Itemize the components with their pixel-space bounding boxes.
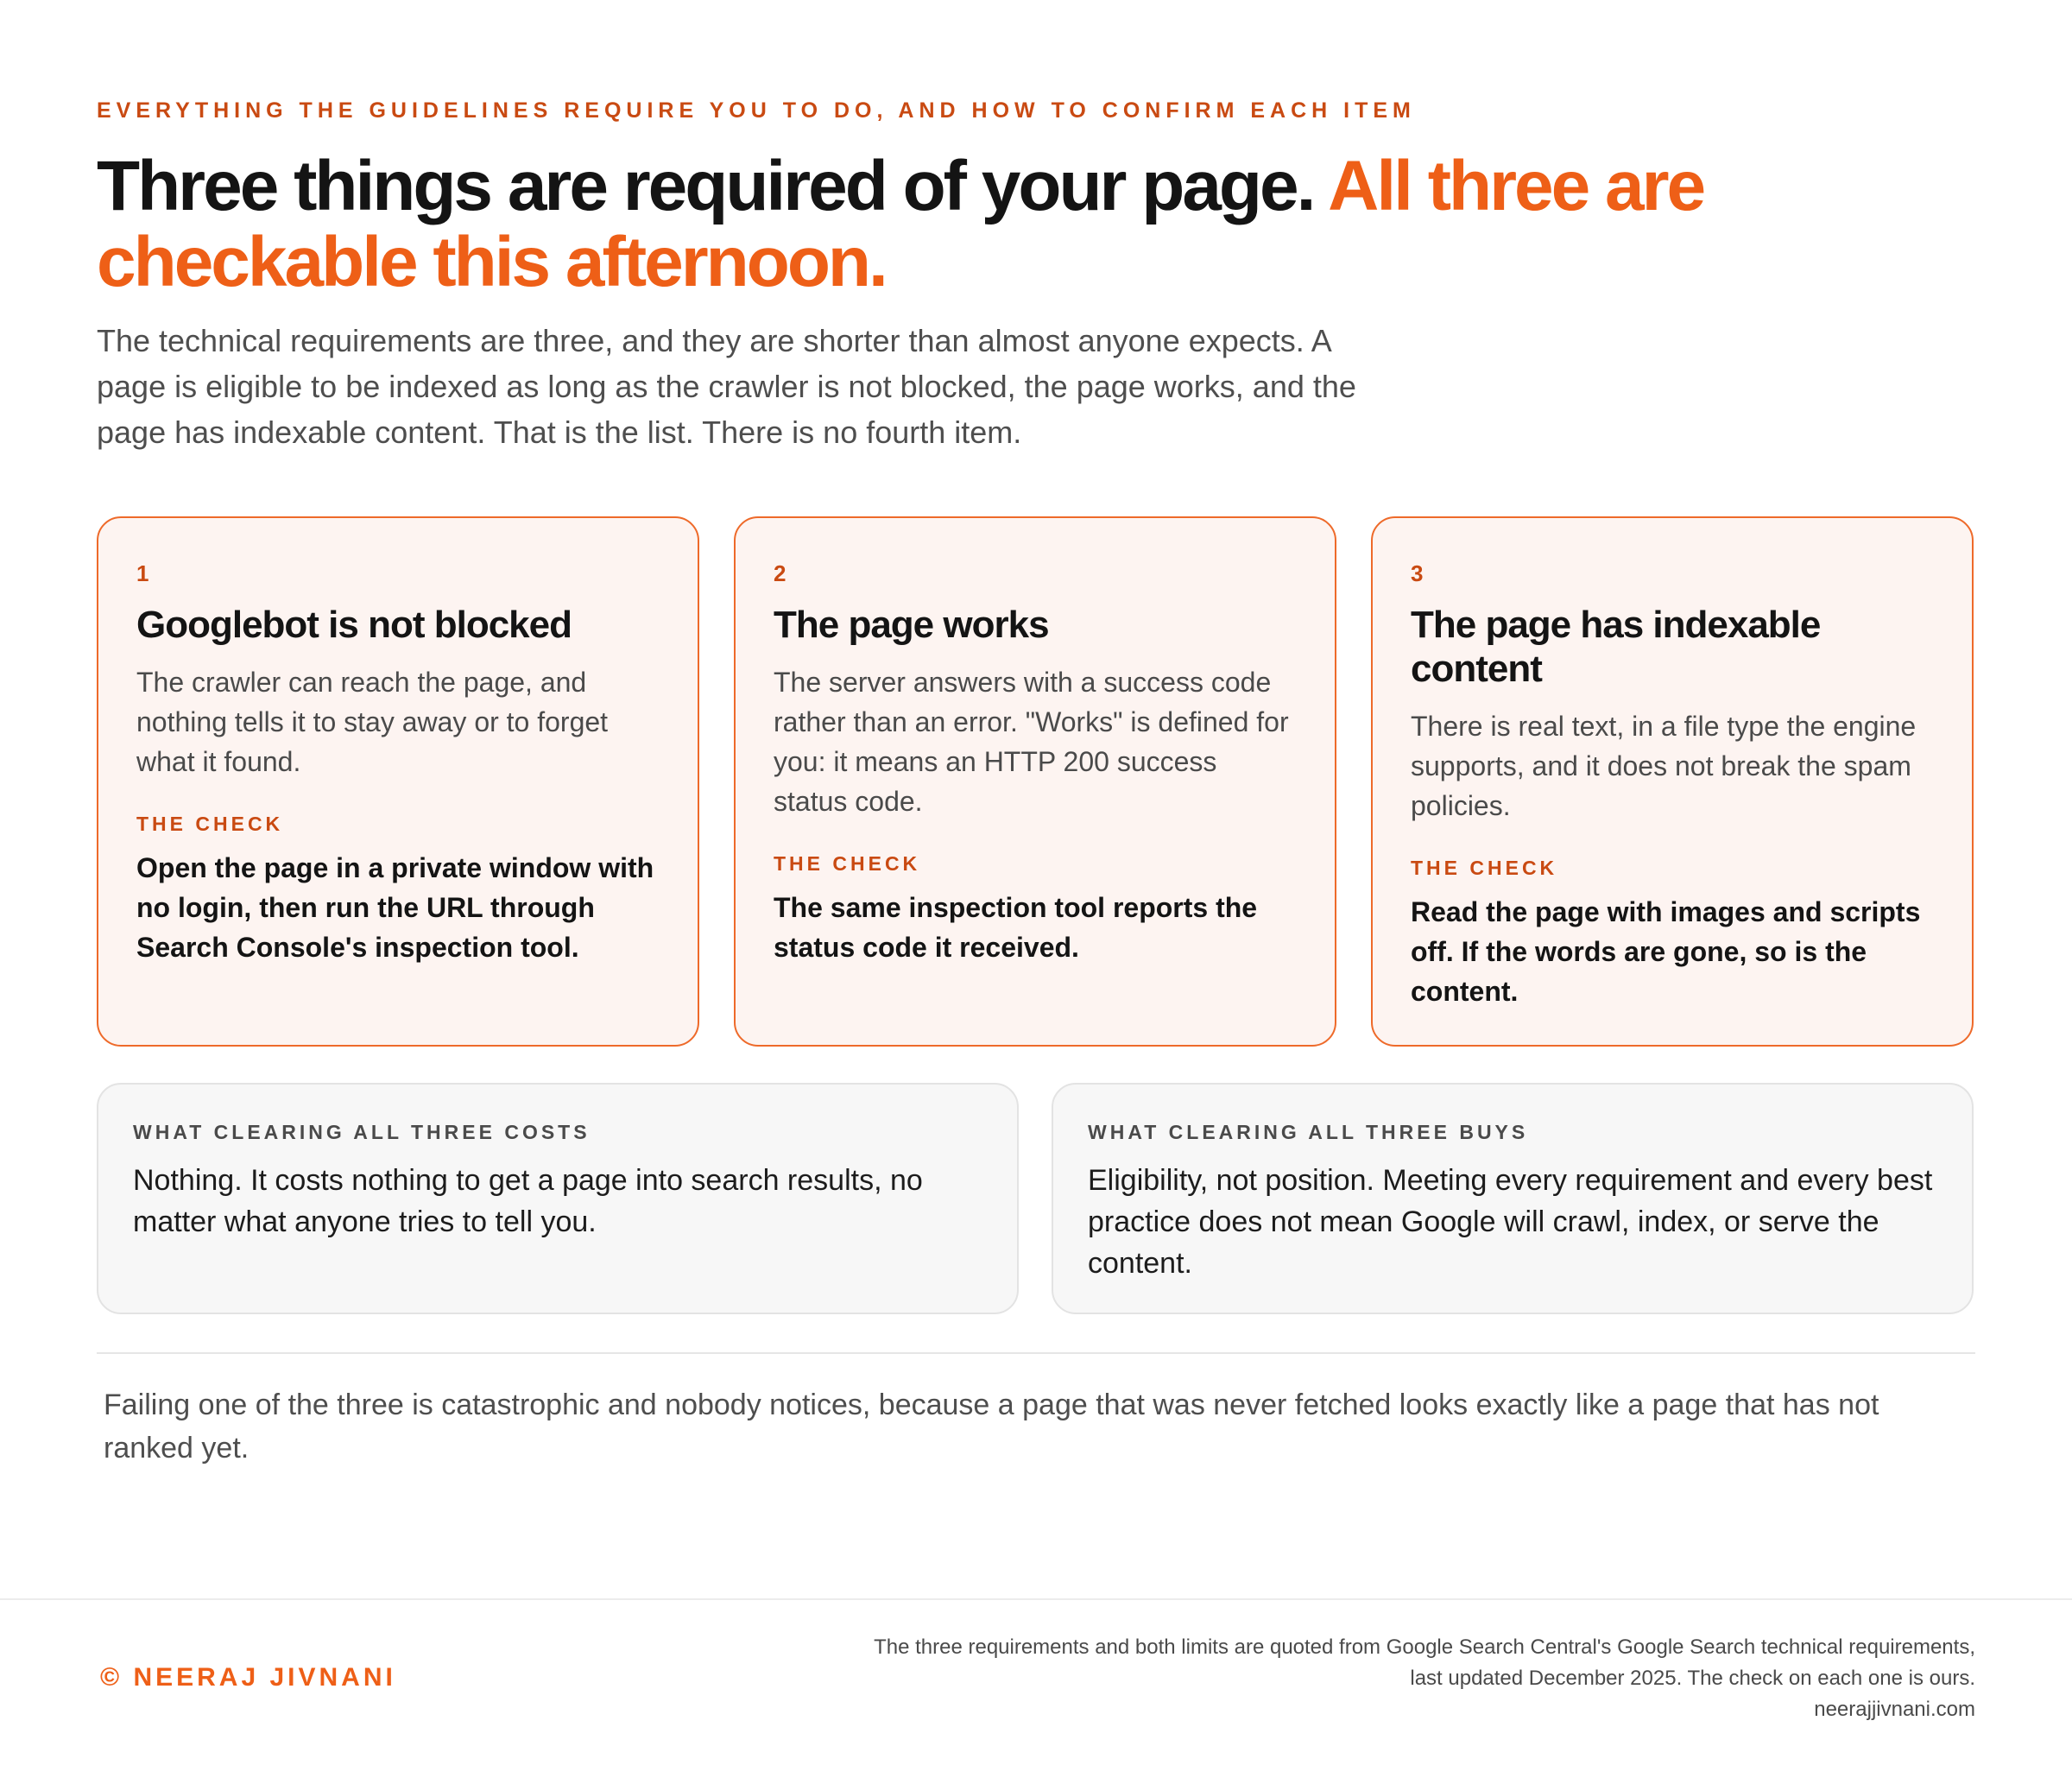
benefit-text: Eligibility, not position. Meeting every requirement and every best practice does not mean Google will crawl, index, or serve the content. bbox=[1088, 1164, 1933, 1280]
benefit-label: WHAT CLEARING ALL THREE BUYS bbox=[1088, 1121, 1529, 1143]
requirement-card-1 bbox=[97, 516, 699, 1047]
website-link[interactable]: neerajjivnani.com bbox=[1814, 1698, 1975, 1721]
eyebrow: EVERYTHING THE GUIDELINES REQUIRE YOU TO DO, AND HOW TO CONFIRM EACH ITEM bbox=[97, 98, 1416, 123]
source-attribution bbox=[680, 1632, 1975, 1725]
check-label: THE CHECK bbox=[136, 813, 284, 835]
source-line-2: last updated December 2025. The check on each one is ours. bbox=[1410, 1667, 1975, 1690]
source-line-1: The three requirements and both limits are quoted from Google Search Central's Google Search technical requirements, bbox=[874, 1635, 1975, 1659]
card-title: The page has indexable content bbox=[1411, 604, 1821, 690]
card-description: The server answers with a success code rather than an error. "Works" is defined for you: it means an HTTP 200 success status code. bbox=[774, 667, 1289, 817]
card-number: 3 bbox=[1411, 560, 1424, 586]
check-label: THE CHECK bbox=[1411, 857, 1558, 879]
check-text: Open the page in a private window with no login, then run the URL through Search Console's inspection tool. bbox=[136, 852, 654, 963]
footer-divider bbox=[0, 1598, 2072, 1600]
card-title: The page works bbox=[774, 604, 1049, 646]
cost-card bbox=[97, 1083, 1019, 1314]
check-label: THE CHECK bbox=[774, 852, 921, 875]
cost-text: Nothing. It costs nothing to get a page into search results, no matter what anyone tries to tell you. bbox=[133, 1164, 923, 1238]
check-text: Read the page with images and scripts off. If the words are gone, so is the content. bbox=[1411, 896, 1921, 1007]
limit-cards bbox=[97, 1083, 1975, 1314]
check-text: The same inspection tool reports the status code it received. bbox=[774, 892, 1258, 963]
card-description: The crawler can reach the page, and nothing tells it to stay away or to forget what it found. bbox=[136, 667, 609, 777]
card-description: There is real text, in a file type the engine supports, and it does not break the spam policies. bbox=[1411, 711, 1917, 821]
cost-label: WHAT CLEARING ALL THREE COSTS bbox=[133, 1121, 591, 1143]
headline bbox=[97, 149, 1823, 300]
intro-paragraph: The technical requirements are three, and they are shorter than almost anyone expects. A page is eligible to be indexed as long as the crawler is not blocked, the page works, and the page has indexable content. That is the list. There is no fourth item. bbox=[97, 323, 1356, 450]
headline-accent: All three are checkable this afternoon. bbox=[97, 147, 1704, 301]
card-title: Googlebot is not blocked bbox=[136, 604, 572, 646]
requirement-cards bbox=[97, 516, 1975, 1047]
benefit-card bbox=[1052, 1083, 1974, 1314]
requirement-card-3 bbox=[1371, 516, 1974, 1047]
card-number: 1 bbox=[136, 560, 149, 586]
section-divider bbox=[97, 1352, 1975, 1354]
brand-copyright: © NEERAJ JIVNANI bbox=[100, 1663, 396, 1692]
card-number: 2 bbox=[774, 560, 786, 586]
closing-note: Failing one of the three is catastrophic and nobody notices, because a page that was never fetched looks exactly like a page that has not ranked yet. bbox=[104, 1389, 1879, 1465]
headline-main: Three things are required of your page. bbox=[97, 147, 1314, 225]
requirement-card-2 bbox=[734, 516, 1336, 1047]
